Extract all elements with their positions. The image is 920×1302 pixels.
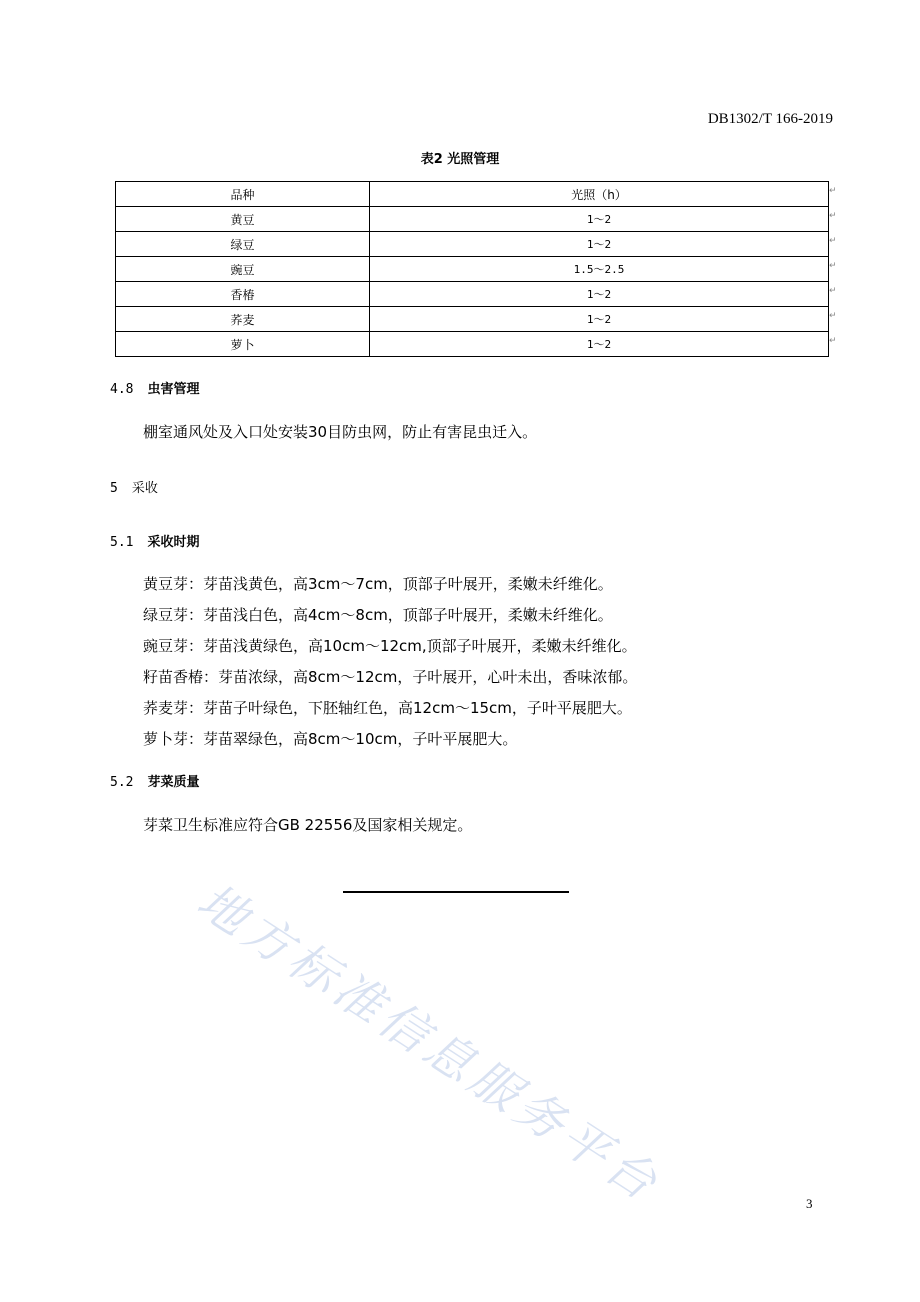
table-row	[116, 282, 829, 307]
light-management-table	[115, 181, 829, 357]
light-hours-cell: 1～2	[370, 207, 829, 232]
section-heading-5	[110, 477, 158, 496]
variety-cell: 黄豆	[116, 207, 370, 232]
light-hours-cell: 1～2	[370, 282, 829, 307]
end-of-document-rule	[343, 891, 569, 893]
table-row	[116, 307, 829, 332]
column-header-light-hours: 光照（h）	[370, 182, 829, 207]
variety-cell: 豌豆	[116, 257, 370, 282]
section-heading-5-2	[110, 771, 200, 790]
section-number: 5	[110, 481, 118, 496]
table-row	[116, 257, 829, 282]
paragraph-sprout-quality: 芽菜卫生标准应符合GB 22556及国家相关规定。	[143, 816, 473, 834]
variety-cell: 萝卜	[116, 332, 370, 357]
harvest-item: 荞麦芽：芽苗子叶绿色，下胚轴红色，高12cm～15cm，子叶平展肥大。	[143, 699, 632, 717]
section-title: 采收	[131, 481, 158, 496]
row-end-mark: ↵	[829, 286, 837, 296]
row-end-mark: ↵	[829, 261, 837, 271]
light-hours-cell: 1～2	[370, 232, 829, 257]
section-number: 5.2	[110, 775, 134, 790]
table-row	[116, 332, 829, 357]
row-end-mark: ↵	[829, 336, 837, 346]
paragraph-pest-management: 棚室通风处及入口处安装30目防虫网，防止有害昆虫迁入。	[143, 423, 538, 441]
harvest-item: 萝卜芽：芽苗翠绿色，高8cm～10cm，子叶平展肥大。	[143, 730, 518, 748]
light-hours-cell: 1～2	[370, 307, 829, 332]
row-end-mark: ↵	[829, 186, 837, 196]
section-title: 芽菜质量	[147, 775, 200, 790]
variety-cell: 荞麦	[116, 307, 370, 332]
harvest-item: 绿豆芽：芽苗浅白色，高4cm～8cm，顶部子叶展开，柔嫩未纤维化。	[143, 606, 613, 624]
harvest-item: 籽苗香椿：芽苗浓绿，高8cm～12cm，子叶展开，心叶未出，香味浓郁。	[143, 668, 638, 686]
section-title: 虫害管理	[147, 382, 200, 397]
row-end-mark: ↵	[829, 311, 837, 321]
column-header-variety: 品种	[116, 182, 370, 207]
table-header-row	[116, 182, 829, 207]
table-caption: 表2 光照管理	[420, 152, 500, 167]
section-heading-4-8	[110, 378, 200, 397]
page-number: 3	[806, 1196, 813, 1211]
table-row	[116, 207, 829, 232]
light-hours-cell: 1～2	[370, 332, 829, 357]
variety-cell: 绿豆	[116, 232, 370, 257]
section-heading-5-1	[110, 531, 200, 550]
watermark: 地方标准信息服务平台	[187, 872, 671, 1214]
section-number: 5.1	[110, 535, 134, 550]
row-end-mark: ↵	[829, 236, 837, 246]
document-id: DB1302/T 166-2019	[707, 111, 833, 127]
table-row	[116, 232, 829, 257]
section-title: 采收时期	[147, 535, 200, 550]
harvest-item: 豌豆芽：芽苗浅黄绿色，高10cm～12cm,顶部子叶展开，柔嫩未纤维化。	[143, 637, 637, 655]
row-end-mark: ↵	[829, 211, 837, 221]
harvest-item: 黄豆芽：芽苗浅黄色，高3cm～7cm，顶部子叶展开，柔嫩未纤维化。	[143, 575, 613, 593]
section-number: 4.8	[110, 382, 134, 397]
light-hours-cell: 1.5～2.5	[370, 257, 829, 282]
variety-cell: 香椿	[116, 282, 370, 307]
